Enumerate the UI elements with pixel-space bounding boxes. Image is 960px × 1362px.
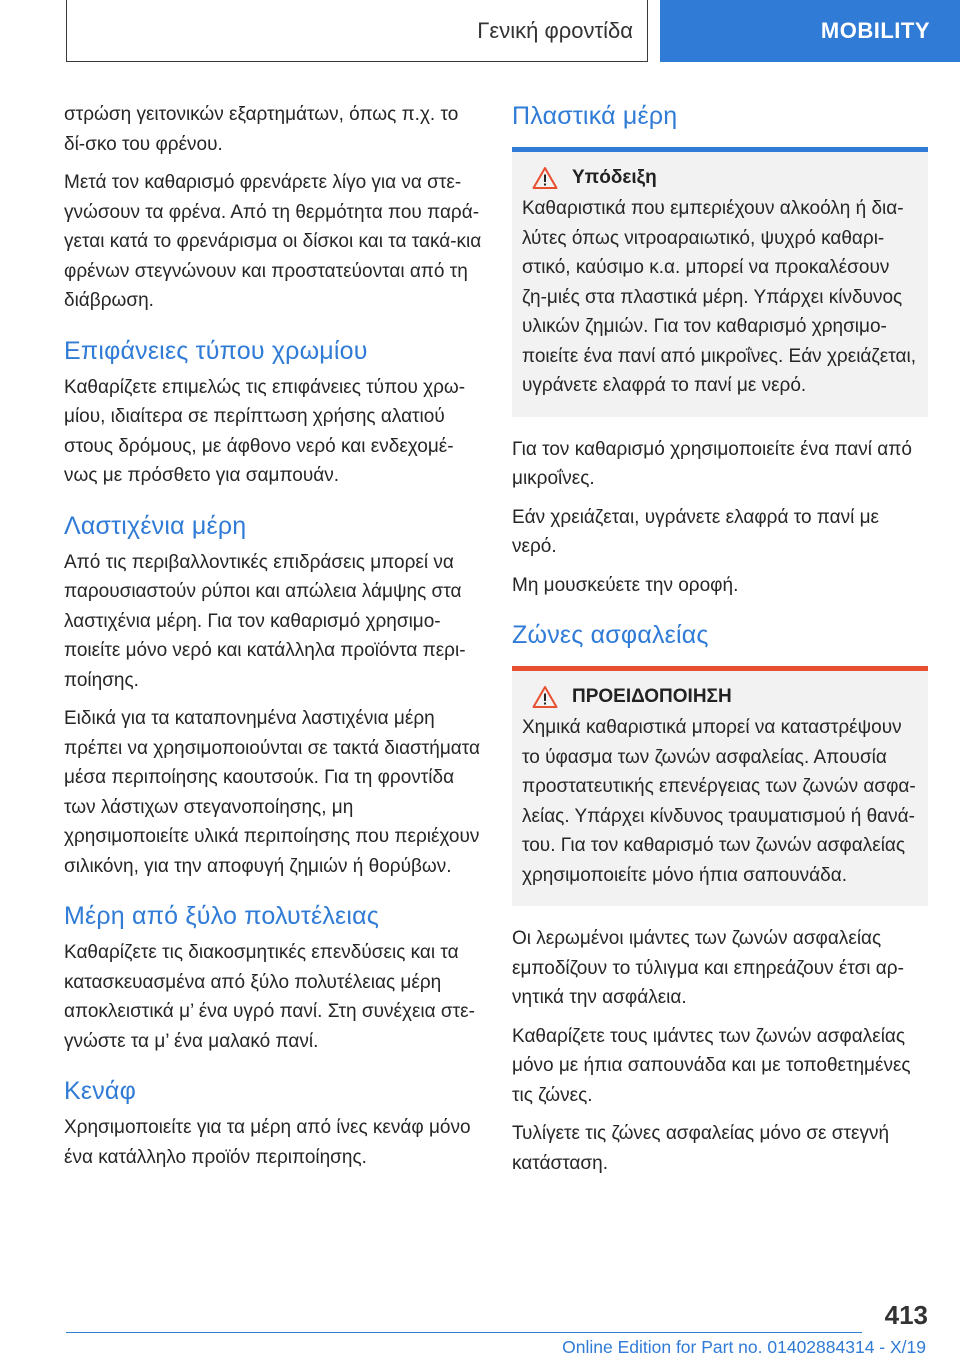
right-column	[512, 100, 928, 1187]
paragraph: Εάν χρειάζεται, υγράνετε ελαφρά το πανί με νερό.	[512, 506, 880, 557]
header-chapter-tab	[660, 0, 960, 62]
paragraph: Καθαρίζετε τους ιμάντες των ζωνών ασφαλείας μόνο με ήπια σαπουνάδα και με τοποθετημένες τις ζώνες.	[512, 1025, 911, 1106]
left-column	[64, 100, 482, 1181]
paragraph: Οι λερωμένοι ιμάντες των ζωνών ασφαλείας εμποδίζουν το τύλιγμα και επηρεάζουν έτσι αρ-νητικά την ασφάλεια.	[512, 928, 904, 1008]
paragraph: Τυλίγετε τις ζώνες ασφαλείας μόνο σε στεγνή κατάσταση.	[512, 1123, 890, 1174]
note-box	[512, 147, 928, 417]
warning-triangle-icon	[532, 166, 558, 190]
paragraph: Για τον καθαρισμό χρησιμοποιείτε ένα πανί από μικροΐνες.	[512, 438, 912, 489]
paragraph: Χρησιμοποιείτε για τα μέρη από ίνες κενάφ μόνο ένα κατάλληλο προϊόν περιποίησης.	[64, 1117, 471, 1168]
header-chapter-label: MOBILITY	[820, 18, 930, 43]
section-heading-seat-belts: Ζώνες ασφαλείας	[512, 621, 709, 649]
paragraph: Μη μουσκεύετε την οροφή.	[512, 574, 739, 596]
section-heading-wood: Μέρη από ξύλο πολυτέλειας	[64, 902, 380, 930]
footer-edition-text: Online Edition for Part no. 01402884314 - X/19	[562, 1337, 926, 1357]
header-section-label: Γενική φροντίδα	[477, 17, 633, 43]
note-header	[522, 166, 918, 190]
header-section-tab	[66, 0, 648, 62]
warning-title: ΠΡΟΕΙΔΟΠΟΙΗΣΗ	[572, 686, 732, 707]
section-heading-kenaf: Κενάφ	[64, 1077, 136, 1105]
paragraph: Από τις περιβαλλοντικές επιδράσεις μπορεί να παρουσιαστούν ρύποι και απώλεια λάμψης στα λαστιχένια μέρη. Για τον καθαρισμό χρησιμο-ποιείτε μόνο νερό και κατάλληλα προϊόντα περι-ποίησης.	[64, 551, 466, 691]
page-number: 413	[884, 1300, 928, 1330]
note-title: Υπόδειξη	[572, 167, 657, 188]
footer-divider	[66, 1332, 862, 1333]
section-heading-plastic: Πλαστικά μέρη	[512, 102, 678, 130]
section-heading-chrome: Επιφάνειες τύπου χρωμίου	[64, 336, 368, 365]
paragraph: στρώση γειτονικών εξαρτημάτων, όπως π.χ. το δί-σκο του φρένου.	[64, 104, 459, 155]
paragraph: Μετά τον καθαρισμό φρενάρετε λίγο για να στε-γνώσουν τα φρένα. Από τη θερμότητα που παρά-γεται κατά το φρενάρισμα οι δίσκοι και τα τακά-κια φρένων στεγνώνουν και προστατεύονται από τη διάβρωση.	[64, 172, 482, 311]
paragraph: Ειδικά για τα καταπονημένα λαστιχένια μέρη πρέπει να χρησιμοποιούνται σε τακτά διαστήματα μέσα περιποίησης καουτσούκ. Για τη φροντίδα των λάστιχων στεγανοποίησης, μη χρησιμοποιείτε υλικά περιποίησης που περιέχουν σιλικόνη, για την αποφυγή ζημιών ή θορύβων.	[64, 708, 481, 877]
note-text: Καθαριστικά που εμπεριέχουν αλκοόλη ή δια-λύτες όπως νιτροαραιωτικό, ψυχρό καθαρι-στικό, καύσιμο κ.α. μπορεί να προκαλέσουν ζη-μιές στα πλαστικά μέρη. Υπάρχει κίνδυνος υλικών ζημιών. Για τον καθαρισμό χρησιμο-ποιείτε ένα πανί από μικροΐνες. Εάν χρειάζεται, υγράνετε ελαφρά το πανί με νερό.	[522, 198, 916, 396]
warning-triangle-icon	[532, 685, 558, 709]
paragraph: Καθαρίζετε τις διακοσμητικές επενδύσεις και τα κατασκευασμένα από ξύλο πολυτέλειας μέρη αποκλειστικά μ’ ένα υγρό πανί. Στη συνέχεια στε-γνώστε τα μ’ ένα μαλακό πανί.	[64, 942, 475, 1052]
paragraph: Καθαρίζετε επιμελώς τις επιφάνειες τύπου χρω-μίου, ιδιαίτερα σε περίπτωση χρήσης αλατιού στους δρόμους, με άφθονο νερό και ενδεχομέ-νως με πρόσθετο για σαμπουάν.	[64, 376, 466, 486]
warning-text: Χημικά καθαριστικά μπορεί να καταστρέψουν το ύφασμα των ζωνών ασφαλείας. Απουσία προστατευτικής επενέργειας των ζωνών ασφα-λείας. Υπάρχει κίνδυνος τραυματισμού ή θανά-του. Για τον καθαρισμό των ζωνών ασφαλείας χρησιμοποιείτε μόνο ήπια σαπουνάδα.	[522, 717, 916, 886]
warning-header	[522, 685, 918, 709]
warning-box	[512, 666, 928, 906]
section-heading-rubber: Λαστιχένια μέρη	[64, 511, 247, 540]
